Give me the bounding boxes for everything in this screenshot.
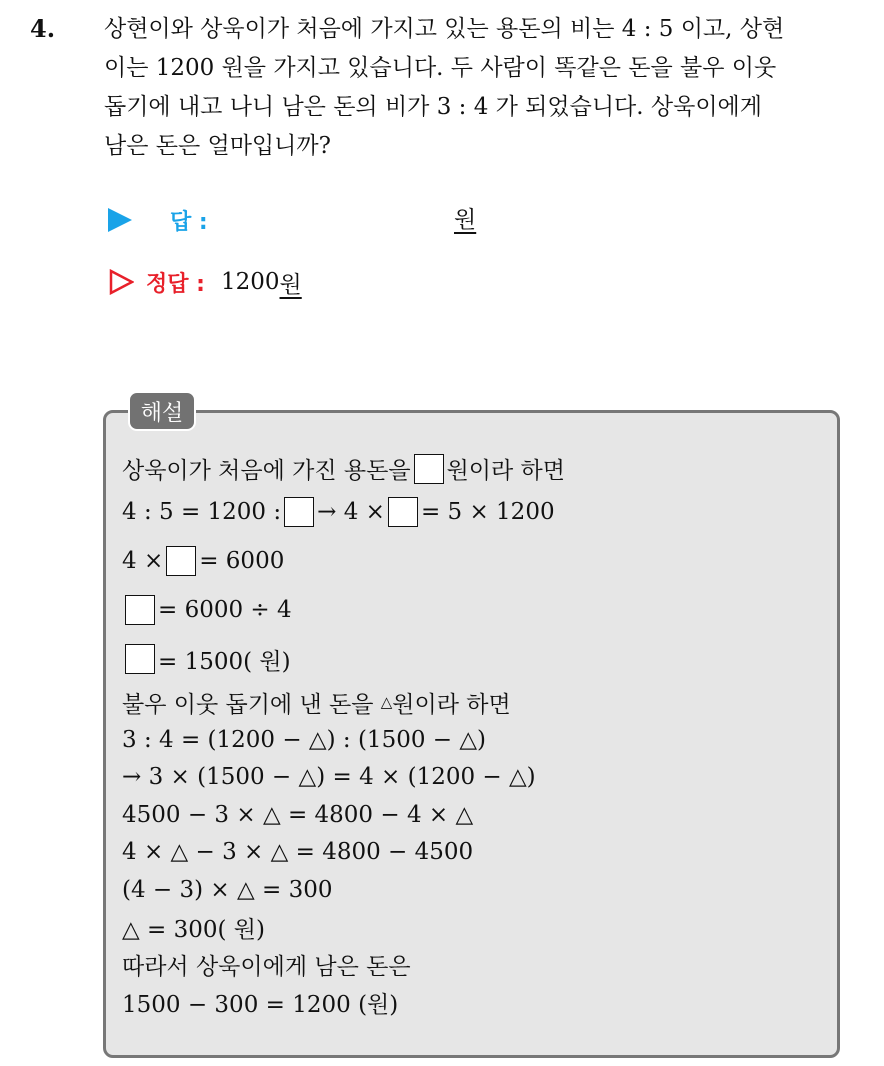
solution-text: = 6000 ÷ 4 [158, 597, 292, 623]
solution-text: → 4 × [317, 499, 385, 525]
solution-line [122, 984, 822, 1022]
solution-line [122, 834, 822, 872]
solution-text: = 5 × 1200 [420, 499, 555, 525]
question-text [104, 10, 864, 166]
answer-row [108, 202, 208, 238]
solution-line [122, 586, 822, 635]
solution-text: → 3 × (1500 − △) = 4 × (1200 − △) [122, 764, 536, 791]
solution-line [122, 450, 822, 488]
solution-text: 4500 − 3 × △ = 4800 − 4 × △ [122, 801, 474, 828]
solution-text: 불우 이웃 돕기에 낸 돈을 [122, 691, 374, 718]
solution-line [122, 796, 822, 834]
solution-text: 원이라 하면 [392, 691, 511, 718]
solution-line [122, 684, 822, 722]
solution-line [122, 871, 822, 909]
correct-answer-value: 1200 [220, 269, 280, 295]
answer-label: 답 : [170, 209, 208, 235]
solution-text: △ = 300( 원) [122, 916, 265, 943]
blank-box [125, 644, 155, 674]
solution-line [122, 488, 822, 537]
blank-box [388, 497, 418, 527]
solution-text: 3 : 4 = (1200 − △) : (1500 − △) [122, 726, 487, 753]
answer-unit: 원 [454, 207, 477, 233]
question-line: 상현이와 상욱이가 처음에 가지고 있는 용돈의 비는 4 : 5 이고, 상현 [104, 16, 785, 42]
solution-line [122, 759, 822, 797]
correct-answer-unit: 원 [279, 271, 302, 298]
correct-answer-label: 정답 : [146, 271, 205, 297]
solution-text: = 6000 [199, 548, 285, 574]
question-number: 4. [30, 14, 56, 43]
solution-text: 4 : 5 = 1200 : [122, 499, 282, 525]
question-line: 남은 돈은 얼마입니까? [104, 133, 331, 159]
correct-answer-row [108, 264, 302, 300]
solution-text: 4 × [122, 548, 164, 574]
solution-line [122, 721, 822, 759]
solution-text: 상욱이가 처음에 가진 용돈을 [122, 458, 411, 485]
solution-line [122, 946, 822, 984]
question-line: 돕기에 내고 나니 남은 돈의 비가 3 : 4 가 되었습니다. 상욱이에게 [104, 94, 762, 120]
blank-box [284, 497, 314, 527]
solution-text: = 1500( 원) [158, 648, 291, 675]
solution-text: (4 − 3) × △ = 300 [122, 876, 333, 903]
solution-text: 원이라 하면 [446, 458, 565, 485]
outline-triangle-icon [108, 269, 134, 295]
triangle-symbol: △ [380, 693, 393, 712]
blank-box [414, 454, 444, 484]
solution-text: 4 × △ − 3 × △ = 4800 − 4500 [122, 839, 474, 866]
play-triangle-icon [108, 208, 132, 232]
question-line: 이는 1200 원을 가지고 있습니다. 두 사람이 똑같은 돈을 불우 이웃 [104, 55, 777, 81]
solution-tab: 해설 [128, 391, 196, 431]
blank-box [166, 546, 196, 576]
solution-lines [122, 450, 822, 1021]
solution-text: 1500 − 300 = 1200 (원) [122, 991, 399, 1018]
solution-line [122, 537, 822, 586]
blank-box [125, 595, 155, 625]
solution-line [122, 909, 822, 947]
solution-text: 따라서 상욱이에게 남은 돈은 [122, 954, 411, 981]
solution-line [122, 635, 822, 684]
